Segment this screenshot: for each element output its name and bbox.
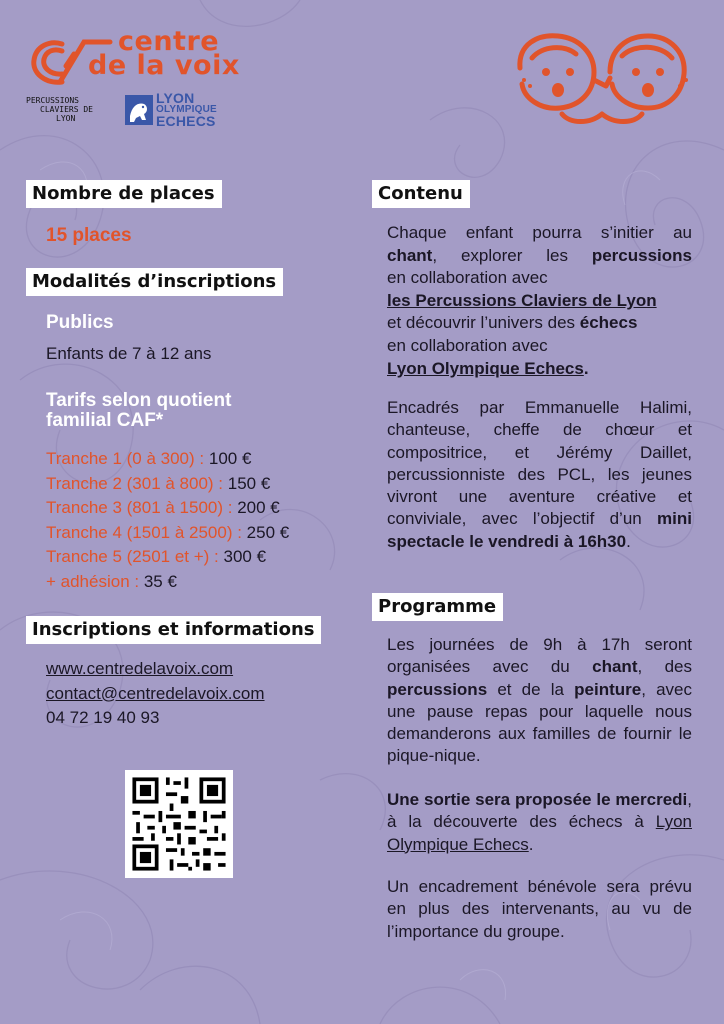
tariff-label: Tranche 5 (2501 et +) : <box>46 547 224 566</box>
tarifs-title-line: Tarifs selon quotient <box>46 390 232 411</box>
lyon-logo-line: LYON <box>156 90 195 106</box>
contenu-text-fragment: et découvrir l’univers des <box>387 313 580 333</box>
tariff-row <box>46 570 289 595</box>
lion-emblem-icon <box>124 94 154 126</box>
tariff-row <box>46 472 289 497</box>
programme-paragraph <box>387 634 692 768</box>
tariff-price: 200 € <box>237 498 280 517</box>
contenu-line: en collaboration avec <box>387 335 548 355</box>
tariff-price: 300 € <box>223 547 267 566</box>
contenu-line <box>387 312 692 335</box>
programme-text: et de la <box>487 679 575 699</box>
contenu-text <box>387 222 692 380</box>
echecs-keyword: échecs <box>579 313 638 333</box>
tariff-price: 100 € <box>208 449 252 468</box>
encadres-paragraph <box>387 397 692 553</box>
pcl-logo-line: LYON <box>56 114 76 123</box>
chant-keyword: chant <box>387 245 433 265</box>
tariff-row <box>46 545 289 570</box>
lyon-logo-line: OLYMPIQUE <box>156 104 217 115</box>
programme-text: Les journées de 9h à 17h seront organisées avec du <box>387 635 692 677</box>
tariff-list <box>46 447 289 594</box>
contenu-line: Chaque enfant pourra s’initier au <box>387 223 692 242</box>
spectacle-highlight: mini spectacle le vendredi à 16h30 <box>387 509 692 551</box>
tariff-label: Tranche 2 (301 à 800) : <box>46 473 228 493</box>
qr-code-icon[interactable] <box>125 770 233 878</box>
publics-value: Enfants de 7 à 12 ans <box>46 344 212 363</box>
inscriptions-heading: Inscriptions et informations <box>26 616 321 644</box>
tariff-label: + adhésion : <box>46 571 144 591</box>
publics-title: Publics <box>46 312 114 333</box>
places-heading: Nombre de places <box>26 180 222 208</box>
percussions-keyword: percussions <box>591 245 692 265</box>
pcl-logo-line: CLAVIERS DE <box>40 105 93 114</box>
percussions-keyword: percussions <box>387 679 488 699</box>
sortie-paragraph <box>387 789 692 856</box>
tariff-label: Tranche 3 (801 à 1500) : <box>46 498 238 517</box>
contenu-heading: Contenu <box>372 180 470 208</box>
contenu-dot: . <box>583 358 589 378</box>
tarifs-title <box>46 391 231 431</box>
contenu-line: en collaboration avec <box>387 268 548 288</box>
two-children-faces-icon <box>510 28 694 126</box>
pcl-logo-line: PERCUSSIONS <box>26 96 79 105</box>
website-link[interactable]: www.centredelavoix.com <box>46 659 234 678</box>
tarifs-title-line: familial CAF* <box>46 410 164 431</box>
sortie-highlight: Une sortie sera proposée le mercredi <box>387 790 688 809</box>
chant-keyword: chant <box>592 657 638 677</box>
tariff-row <box>46 447 289 472</box>
tariff-price: 250 € <box>246 522 290 542</box>
sortie-end: . <box>528 834 534 854</box>
programme-heading: Programme <box>372 593 503 621</box>
places-value: 15 places <box>46 225 132 246</box>
email-link[interactable]: contact@centredelavoix.com <box>46 683 265 703</box>
tariff-row <box>46 521 289 546</box>
loe-link[interactable]: Lyon Olympique Echecs <box>387 812 692 854</box>
tariff-label: Tranche 1 (0 à 300) : <box>46 449 209 468</box>
encadres-end: . <box>626 531 631 551</box>
lyon-logo-line: ECHECS <box>156 113 216 129</box>
benevole-paragraph: Un encadrement bénévole sera prévu en plus des intervenants, au vu de l’importance du groupe. <box>387 877 692 941</box>
centre-de-la-voix-wordmark <box>88 26 240 81</box>
sortie-text: , à la découverte des échecs à <box>387 790 692 832</box>
pcl-logo <box>26 96 124 124</box>
tariff-price: 35 € <box>143 571 177 591</box>
tariff-label: Tranche 4 (1501 à 2500) : <box>46 522 247 542</box>
contact-block <box>46 657 265 731</box>
encadres-text: Encadrés par Emmanuelle Halimi, chanteuse, cheffe de chœur et compositrice, et Jérémy Daillet, percussionniste des PCL, les jeunes vivront une aventure créative et conviviale, avec l’objectif d’un <box>387 398 692 529</box>
lyon-olympique-echecs-logo <box>156 92 217 128</box>
brand-line-2: de la voix <box>88 50 240 81</box>
modalites-heading: Modalités d’inscriptions <box>26 268 283 296</box>
tariff-price: 150 € <box>227 473 271 493</box>
contenu-line <box>387 245 692 268</box>
brand-line-1: centre <box>118 26 220 57</box>
programme-text: , des <box>637 657 692 677</box>
contenu-text-fragment: , explorer les <box>432 245 592 265</box>
tariff-row <box>46 496 289 521</box>
phone-number: 04 72 19 40 93 <box>46 708 160 727</box>
peinture-keyword: peinture <box>574 679 642 699</box>
programme-text: , avec une pause repas pour laquelle nous demanderons aux familles de fournir le pique-nique. <box>387 679 692 766</box>
loe-link[interactable]: Lyon Olympique Echecs <box>387 358 584 378</box>
contenu-line <box>387 358 692 381</box>
pcl-link[interactable]: les Percussions Claviers de Lyon <box>387 290 657 310</box>
